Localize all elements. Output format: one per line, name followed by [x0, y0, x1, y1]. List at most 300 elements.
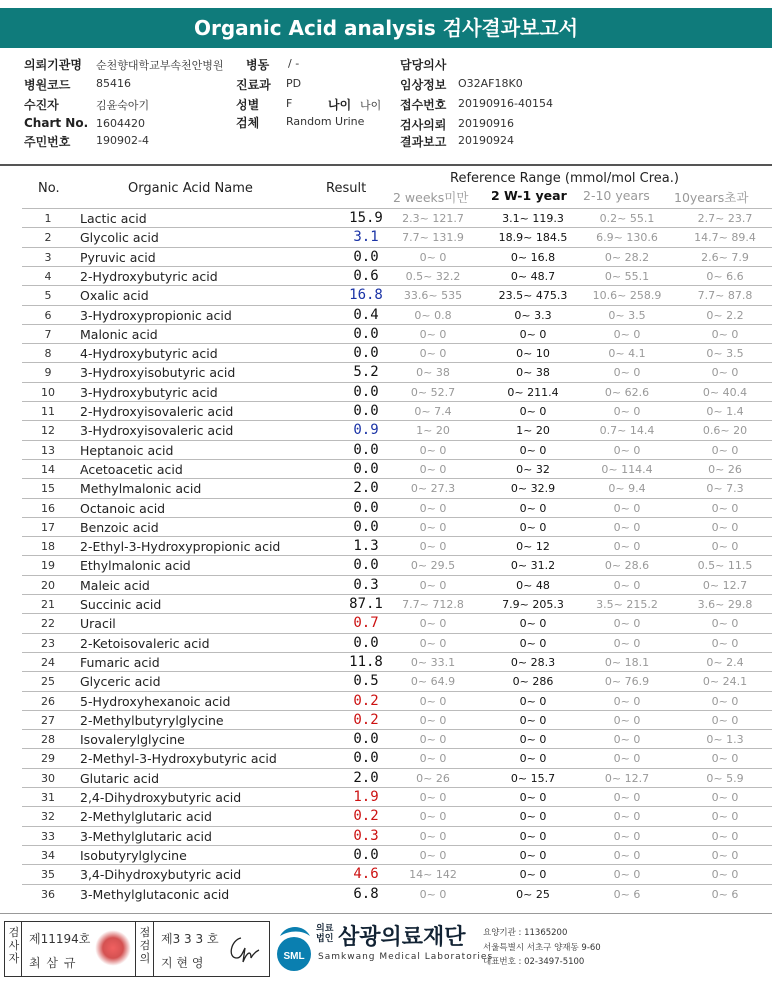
ref-over-10y: 0~ 12.7 — [702, 578, 748, 592]
col-result: Result — [326, 181, 367, 196]
age-value: 나이 — [360, 99, 382, 112]
company-prefix-2: 법인 — [316, 934, 334, 944]
acid-name: 2,4-Dihydroxybutyric acid — [80, 790, 242, 805]
ref-under-2w: 2.3~ 121.7 — [402, 212, 464, 225]
ref-2-10y: 0~ 28.2 — [604, 250, 650, 264]
ref-2-10y: 10.6~ 258.9 — [592, 289, 662, 303]
acid-name: Pyruvic acid — [80, 249, 156, 265]
ref-over-10y: 0~ 26 — [708, 462, 742, 476]
sex-label: 성별 — [236, 98, 260, 112]
table-row — [22, 362, 772, 382]
company-prefix-1: 의료 — [316, 924, 334, 934]
ref-2w-1y: 0~ 25 — [516, 887, 550, 901]
row-number: 19 — [41, 559, 55, 573]
ref-2w-1y: 0~ 32.9 — [510, 482, 556, 496]
acid-name: Glutaric acid — [80, 770, 160, 786]
row-number: 6 — [44, 308, 52, 322]
row-number: 29 — [41, 752, 55, 766]
ref-2-10y: 0~ 0 — [613, 501, 641, 515]
acid-name: 5-Hydroxyhexanoic acid — [80, 693, 231, 709]
ref-2w-1y: 0~ 38 — [516, 366, 550, 380]
col-no: No. — [38, 181, 60, 196]
row-number: 28 — [41, 733, 55, 747]
ref-2w-1y: 0~ 211.4 — [507, 385, 559, 399]
ref-over-10y: 0~ 0 — [711, 443, 739, 457]
ref-under-2w: 0~ 52.7 — [410, 385, 456, 399]
ref-over-10y: 0~ 5.9 — [706, 771, 744, 785]
result-value: 87.1 — [349, 596, 383, 612]
row-number: 24 — [41, 655, 55, 669]
row-number: 21 — [41, 598, 55, 611]
ref-over-10y: 0.6~ 20 — [702, 424, 748, 438]
row-number: 22 — [41, 617, 55, 631]
table-row — [22, 826, 772, 846]
result-value: 0.0 — [353, 248, 379, 265]
ref-2-10y: 0~ 0 — [613, 327, 641, 341]
ref-2w-1y: 0~ 0 — [519, 752, 547, 766]
ref-over-10y: 0~ 0 — [711, 752, 739, 766]
ref-under-2w: 0~ 33.1 — [410, 655, 456, 669]
ref-2w-1y: 0~ 48.7 — [510, 269, 556, 283]
ref-over-10y: 7.7~ 87.8 — [697, 289, 753, 303]
ref-2-10y: 0~ 114.4 — [601, 462, 653, 476]
ref-over-10y: 2.6~ 7.9 — [701, 250, 749, 264]
ref-under-2w: 0~ 0 — [419, 501, 447, 515]
acid-name: 3-Hydroxypropionic acid — [80, 307, 232, 323]
ref-2w-1y: 0~ 15.7 — [510, 771, 556, 785]
confirm-label: 점 검 의 — [139, 926, 151, 965]
ref-2w-1y: 7.9~ 205.3 — [502, 598, 564, 611]
table-row — [22, 768, 772, 788]
ref-over-10y: 2.7~ 23.7 — [697, 212, 753, 225]
ref-under-2w: 0~ 0.8 — [414, 308, 452, 322]
table-row — [22, 324, 772, 344]
ref-2-10y: 0~ 0 — [613, 694, 641, 708]
col-ref-over-10y: 10years초과 — [674, 190, 749, 205]
ref-2w-1y: 0~ 0 — [519, 829, 547, 843]
sml-logo-icon — [272, 922, 314, 972]
result-value: 0.5 — [353, 673, 379, 690]
result-value: 0.0 — [353, 731, 379, 748]
ref-2-10y: 0~ 0 — [613, 366, 641, 380]
result-value: 0.6 — [353, 267, 379, 284]
ref-under-2w: 0~ 0 — [419, 250, 447, 264]
ref-2w-1y: 0~ 31.2 — [510, 559, 556, 573]
acid-name: 2-Hydroxyisovaleric acid — [80, 404, 234, 419]
result-value: 5.2 — [353, 364, 379, 381]
ref-2-10y: 0.7~ 14.4 — [599, 424, 655, 438]
ref-2w-1y: 0~ 32 — [516, 462, 550, 476]
clinical-value: O32AF18K0 — [458, 77, 523, 90]
tester-label: 검 사 자 — [8, 926, 20, 965]
row-number: 36 — [41, 887, 55, 901]
report-value: 20190924 — [458, 134, 514, 147]
ref-2-10y: 0~ 0 — [613, 443, 641, 457]
col-name: Organic Acid Name — [128, 181, 253, 196]
ref-over-10y: 0~ 1.3 — [706, 733, 744, 747]
acid-name: Fumaric acid — [80, 654, 160, 670]
table-row — [22, 247, 772, 267]
result-value: 16.8 — [349, 287, 383, 304]
ref-2w-1y: 0~ 0 — [519, 733, 547, 747]
acid-name: Oxalic acid — [80, 288, 149, 304]
table-row — [22, 536, 772, 556]
result-value: 0.0 — [353, 383, 379, 400]
col-ref-2w-1y: 2 W-1 year — [491, 188, 567, 203]
id-label: 주민번호 — [24, 135, 71, 149]
acid-name: Isobutyrylglycine — [80, 847, 187, 863]
signature-box — [4, 921, 270, 977]
ref-2w-1y: 0~ 286 — [512, 675, 554, 689]
table-row — [22, 806, 772, 826]
result-value: 0.0 — [353, 441, 379, 458]
table-row — [22, 748, 772, 768]
table-row — [22, 343, 772, 363]
ref-over-10y: 0~ 0 — [711, 868, 739, 882]
ref-over-10y: 14.7~ 89.4 — [694, 231, 756, 245]
chart-value: 1604420 — [96, 117, 145, 130]
ref-2w-1y: 0~ 0 — [519, 617, 547, 631]
ref-under-2w: 1~ 20 — [416, 424, 450, 438]
specimen-value: Random Urine — [286, 115, 365, 128]
row-number: 2 — [44, 231, 52, 245]
receipt-label: 접수번호 — [400, 98, 447, 112]
result-value: 0.0 — [353, 750, 379, 767]
ref-2w-1y: 0~ 0 — [519, 443, 547, 457]
request-value: 20190916 — [458, 117, 514, 130]
acid-name: 2-Methyl-3-Hydroxybutyric acid — [80, 751, 277, 767]
table-row — [22, 575, 772, 595]
table-row — [22, 845, 772, 865]
row-number: 5 — [44, 289, 52, 303]
result-value: 11.8 — [349, 653, 383, 670]
ref-2-10y: 0~ 0 — [613, 713, 641, 727]
ref-2-10y: 0~ 0 — [613, 636, 641, 650]
row-number: 35 — [41, 868, 55, 882]
ref-over-10y: 0~ 0 — [711, 501, 739, 515]
ref-under-2w: 0~ 0 — [419, 848, 447, 862]
row-number: 34 — [41, 848, 55, 862]
tester-id: 제11194호 — [29, 932, 91, 946]
row-number: 30 — [41, 771, 55, 785]
acid-name: Ethylmalonic acid — [80, 558, 191, 574]
ref-under-2w: 0~ 0 — [419, 540, 447, 554]
ref-under-2w: 7.7~ 131.9 — [402, 231, 464, 245]
dept-label: 진료과 — [236, 78, 271, 92]
ref-over-10y: 0~ 6.6 — [706, 269, 744, 283]
result-value: 0.0 — [353, 403, 379, 419]
result-value: 0.0 — [353, 634, 379, 651]
company-code: 요양기관 : 11365200 — [483, 928, 568, 938]
table-row — [22, 478, 772, 498]
ref-over-10y: 0~ 0 — [711, 829, 739, 843]
acid-name: 3-Methylglutaric acid — [80, 828, 212, 844]
acid-name: Maleic acid — [80, 577, 150, 593]
result-value: 2.0 — [353, 769, 379, 786]
acid-name: 4-Hydroxybutyric acid — [80, 346, 218, 362]
ref-2-10y: 0~ 0 — [613, 520, 641, 534]
row-number: 14 — [41, 462, 55, 476]
result-value: 3.1 — [353, 229, 379, 246]
ref-under-2w: 33.6~ 535 — [403, 289, 463, 303]
logo-text: SML — [283, 951, 305, 962]
row-number: 8 — [44, 347, 52, 361]
dept-value: PD — [286, 77, 302, 90]
row-number: 18 — [41, 540, 55, 554]
ref-under-2w: 0~ 0 — [419, 887, 447, 901]
ref-2-10y: 0~ 0 — [613, 540, 641, 554]
ref-over-10y: 0~ 2.4 — [706, 655, 744, 669]
table-row — [22, 691, 772, 711]
ref-2-10y: 0~ 0 — [613, 848, 641, 862]
receipt-value: 20190916-40154 — [458, 97, 553, 110]
report-banner — [0, 8, 772, 48]
ref-under-2w: 0~ 0 — [419, 578, 447, 592]
ref-under-2w: 0~ 26 — [416, 771, 450, 785]
ref-over-10y: 0~ 0 — [711, 636, 739, 650]
specimen-label: 검체 — [236, 116, 260, 130]
row-number: 20 — [41, 578, 55, 592]
table-row — [22, 652, 772, 672]
acid-name: Heptanoic acid — [80, 442, 174, 458]
signature-icon — [223, 932, 261, 966]
ref-2-10y: 3.5~ 215.2 — [596, 598, 658, 611]
tester-seal — [95, 930, 131, 966]
col-ref-2-10y: 2-10 years — [583, 188, 650, 203]
col-ref-under-2w: 2 weeks미만 — [393, 190, 469, 205]
result-value: 0.0 — [353, 846, 379, 863]
ref-under-2w: 0~ 0 — [419, 810, 447, 824]
ref-2w-1y: 0~ 16.8 — [510, 250, 556, 264]
result-value: 6.8 — [353, 885, 379, 902]
result-value: 0.0 — [353, 518, 379, 535]
ref-over-10y: 0~ 0 — [711, 617, 739, 631]
table-row — [22, 420, 772, 440]
age-label: 나이 — [328, 98, 352, 112]
ref-2w-1y: 0~ 48 — [516, 578, 550, 592]
ref-2w-1y: 0~ 28.3 — [510, 655, 556, 669]
ref-under-2w: 0~ 0 — [419, 791, 447, 804]
ref-2-10y: 0~ 0 — [613, 810, 641, 824]
result-value: 0.7 — [353, 615, 379, 632]
table-row — [22, 633, 772, 653]
acid-name: 3-Hydroxyisovaleric acid — [80, 423, 234, 439]
ref-2-10y: 0~ 0 — [613, 752, 641, 766]
ref-under-2w: 0~ 0 — [419, 520, 447, 534]
ref-2-10y: 0~ 0 — [613, 733, 641, 747]
ref-under-2w: 0~ 7.4 — [414, 405, 452, 418]
ref-over-10y: 0~ 40.4 — [702, 385, 748, 399]
ref-over-10y: 0~ 0 — [711, 366, 739, 380]
table-row — [22, 227, 772, 247]
ref-2w-1y: 0~ 0 — [519, 520, 547, 534]
table-row — [22, 787, 772, 807]
table-row — [22, 382, 772, 402]
ref-under-2w: 0~ 0 — [419, 327, 447, 341]
ref-2-10y: 0~ 76.9 — [604, 675, 650, 689]
ref-over-10y: 0~ 2.2 — [706, 308, 744, 322]
tester-name: 최 삼 규 — [29, 956, 77, 970]
row-number: 9 — [44, 366, 52, 380]
acid-name: Glycolic acid — [80, 230, 159, 246]
result-value: 0.2 — [353, 711, 379, 728]
company-phone: 대표번호 : 02-3497-5100 — [483, 957, 585, 967]
ref-2w-1y: 0~ 0 — [519, 848, 547, 862]
ref-2-10y: 6.9~ 130.6 — [596, 231, 658, 245]
ref-2-10y: 0~ 18.1 — [604, 655, 650, 669]
ref-under-2w: 7.7~ 712.8 — [402, 598, 464, 611]
report-title: Organic Acid analysis 검사결과보고서 — [193, 16, 579, 40]
table-row — [22, 305, 772, 325]
acid-name: 2-Methylglutaric acid — [80, 809, 212, 825]
row-number: 25 — [41, 675, 55, 689]
ref-2-10y: 0~ 0 — [613, 617, 641, 631]
ref-2-10y: 0~ 55.1 — [604, 269, 650, 283]
acid-name: 2-Ethyl-3-Hydroxypropionic acid — [80, 539, 281, 555]
patient-label: 수진자 — [24, 98, 59, 112]
ref-2w-1y: 0~ 0 — [519, 791, 547, 804]
ref-2w-1y: 18.9~ 184.5 — [498, 231, 568, 245]
ref-over-10y: 0~ 0 — [711, 327, 739, 341]
acid-name: Methylmalonic acid — [80, 481, 202, 497]
chart-label: Chart No. — [24, 116, 89, 130]
ref-2w-1y: 0~ 0 — [519, 713, 547, 727]
ref-2w-1y: 0~ 0 — [519, 405, 547, 418]
result-value: 0.0 — [353, 557, 379, 574]
ref-under-2w: 0~ 0 — [419, 694, 447, 708]
ref-2w-1y: 0~ 12 — [516, 540, 550, 554]
patient-value: 김윤숙아기 — [96, 99, 150, 112]
ref-2w-1y: 23.5~ 475.3 — [498, 289, 568, 303]
ref-over-10y: 0~ 0 — [711, 694, 739, 708]
table-row — [22, 266, 772, 286]
result-value: 0.3 — [353, 827, 379, 844]
ref-2-10y: 0~ 12.7 — [604, 771, 650, 785]
row-number: 32 — [41, 810, 55, 824]
row-number: 27 — [41, 713, 55, 727]
company-name: 삼광의료재단 — [338, 925, 466, 950]
company-name-en: Samkwang Medical Laboratories — [318, 952, 494, 962]
ref-under-2w: 0~ 29.5 — [410, 559, 456, 573]
acid-name: 2-Hydroxybutyric acid — [80, 268, 218, 284]
ref-under-2w: 0~ 0 — [419, 752, 447, 766]
ref-2w-1y: 0~ 0 — [519, 501, 547, 515]
ref-2-10y: 0~ 0 — [613, 868, 641, 882]
ref-2-10y: 0~ 3.5 — [608, 308, 646, 322]
table-row — [22, 517, 772, 537]
company-address: 서울특별시 서초구 양재동 9-60 — [483, 943, 601, 953]
code-label: 병원코드 — [24, 78, 71, 92]
result-value: 0.2 — [353, 692, 379, 709]
ref-2-10y: 0.2~ 55.1 — [599, 212, 655, 225]
confirm-id: 제3 3 3 호 — [161, 932, 219, 946]
ref-2w-1y: 1~ 20 — [516, 424, 550, 438]
row-number: 23 — [41, 636, 55, 650]
section-divider — [0, 164, 772, 166]
ref-over-10y: 0~ 0 — [711, 713, 739, 727]
acid-name: Malonic acid — [80, 326, 158, 342]
ref-2-10y: 0~ 62.6 — [604, 385, 650, 399]
result-value: 1.9 — [353, 789, 379, 805]
inst-value: 순천향대학교부속천안병원 — [96, 59, 224, 72]
row-number: 12 — [41, 424, 55, 438]
row-number: 10 — [41, 385, 55, 399]
col-ref-range: Reference Range (mmol/mol Crea.) — [450, 171, 679, 186]
id-value: 190902-4 — [96, 134, 149, 147]
ref-under-2w: 0~ 0 — [419, 462, 447, 476]
ref-under-2w: 0~ 0 — [419, 713, 447, 727]
code-value: 85416 — [96, 77, 131, 90]
ref-over-10y: 3.6~ 29.8 — [697, 598, 753, 611]
ref-over-10y: 0~ 0 — [711, 540, 739, 554]
ref-2-10y: 0~ 0 — [613, 829, 641, 843]
ref-2w-1y: 0~ 0 — [519, 327, 547, 341]
acid-name: Uracil — [80, 616, 116, 632]
ref-2-10y: 0~ 9.4 — [608, 482, 646, 496]
ref-over-10y: 0~ 0 — [711, 520, 739, 534]
acid-name: Benzoic acid — [80, 519, 159, 535]
acid-name: Glyceric acid — [80, 674, 161, 690]
result-value: 4.6 — [353, 866, 379, 883]
ref-under-2w: 14~ 142 — [409, 868, 457, 882]
ref-over-10y: 0.5~ 11.5 — [697, 559, 753, 573]
acid-name: Lactic acid — [80, 211, 147, 226]
ref-2w-1y: 0~ 0 — [519, 810, 547, 824]
row-number: 13 — [41, 443, 55, 457]
ref-under-2w: 0~ 38 — [416, 366, 450, 380]
ref-under-2w: 0~ 0 — [419, 347, 447, 361]
table-end-divider — [0, 913, 772, 914]
ref-under-2w: 0~ 0 — [419, 636, 447, 650]
ref-2w-1y: 3.1~ 119.3 — [502, 212, 564, 225]
ref-over-10y: 0~ 0 — [711, 791, 739, 804]
table-row — [22, 498, 772, 518]
acid-name: 2-Ketoisovaleric acid — [80, 635, 210, 651]
ref-over-10y: 0~ 6 — [711, 887, 739, 901]
clinical-label: 임상정보 — [400, 78, 447, 92]
ref-2-10y: 0~ 0 — [613, 578, 641, 592]
ref-under-2w: 0.5~ 32.2 — [405, 269, 461, 283]
row-number: 15 — [41, 482, 55, 496]
ref-2-10y: 0~ 4.1 — [608, 347, 646, 361]
result-value: 0.4 — [353, 306, 379, 323]
table-row — [22, 671, 772, 691]
table-row — [22, 285, 772, 305]
ref-under-2w: 0~ 27.3 — [410, 482, 456, 496]
report-label: 결과보고 — [400, 135, 447, 149]
company-prefix — [316, 924, 333, 944]
ward-label: 병동 — [246, 58, 270, 72]
ref-2w-1y: 0~ 0 — [519, 636, 547, 650]
row-number: 17 — [41, 520, 55, 534]
ref-under-2w: 0~ 0 — [419, 829, 447, 843]
acid-name: 3-Methylglutaconic acid — [80, 886, 230, 902]
row-number: 11 — [41, 405, 55, 418]
table-row — [22, 555, 772, 575]
result-value: 0.9 — [353, 422, 379, 439]
result-value: 0.2 — [353, 808, 379, 825]
table-row — [22, 613, 772, 633]
acid-name: Succinic acid — [80, 597, 162, 612]
ref-over-10y: 0~ 3.5 — [706, 347, 744, 361]
acid-name: Octanoic acid — [80, 500, 166, 516]
result-value: 0.0 — [353, 460, 379, 477]
ref-over-10y: 0~ 1.4 — [706, 405, 744, 418]
ref-under-2w: 0~ 64.9 — [410, 675, 456, 689]
ref-2w-1y: 0~ 0 — [519, 868, 547, 882]
row-number: 4 — [44, 269, 52, 283]
acid-name: 3-Hydroxyisobutyric acid — [80, 365, 236, 381]
